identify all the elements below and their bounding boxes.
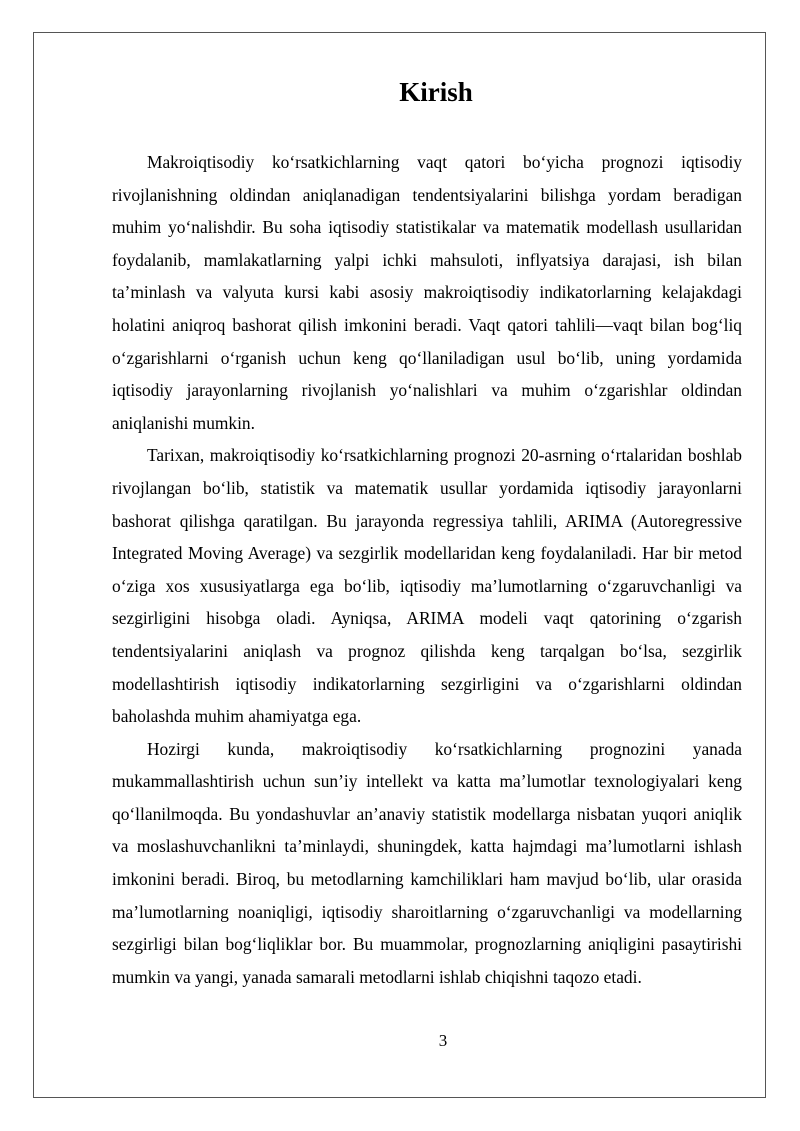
section-title: Kirish [399, 77, 473, 107]
paragraph-3: Hozirgi kunda, makroiqtisodiy ko‘rsatkichlarning prognozini yanada mukammallashtirish uchun sun’iy intellekt va katta ma’lumotlar texnologiyalari keng qo‘llanilmoqda. Bu yondashuvlar an’anaviy statistik modellarga nisbatan yuqori aniqlik va moslashuvchanlikni ta’minlaydi, shuningdek, katta hajmdagi ma’lumotlarni ishlash imkonini beradi. Biroq, bu metodlarning kamchiliklari ham mavjud bo‘lib, ular orasida ma’lumotlarning noaniqligi, iqtisodiy sharoitlarning o‘zgaruvchanligi va modellarning sezgirligi bilan bog‘liqliklar bor. Bu muammolar, prognozlarning aniqligini pasaytirishi mumkin va yangi, yanada samarali metodlarni ishlab chiqishni taqozo etadi. [112, 738, 742, 987]
paragraph-2: Tarixan, makroiqtisodiy ko‘rsatkichlarning prognozi 20-asrning o‘rtalaridan boshlab rivojlangan bo‘lib, statistik va matematik usullar yordamida iqtisodiy jarayonlarni bashorat qilishga qaratilgan. Bu jarayonda regressiya tahlili, ARIMA (Autoregressive Integrated Moving Average) va sezgirlik modellaridan keng foydalaniladi. Har bir metod o‘ziga xos xususiyatlarga ega bo‘lib, iqtisodiy ma’lumotlarning o‘zgaruvchanligi va sezgirligini hisobga oladi. Ayniqsa, ARIMA modeli vaqt qatorining o‘zgarish tendentsiyalarini aniqlash va prognoz qilishda keng tarqalgan bo‘lsa, sezgirlik modellashtirish iqtisodiy indikatorlarning sezgirligini va o‘zgarishlarni oldindan baholashda muhim ahamiyatga ega. [112, 445, 742, 727]
page-number: 3 [438, 1031, 448, 1050]
page-content [112, 75, 742, 993]
paragraph-1: Makroiqtisodiy ko‘rsatkichlarning vaqt qatori bo‘yicha prognozi iqtisodiy rivojlanishning oldindan aniqlanadigan tendentsiyalarini bilishga yordam beradigan muhim yo‘nalishdir. Bu soha iqtisodiy statistikalar va matematik modellash usullaridan foydalanib, mamlakatlarning yalpi ichki mahsuloti, inflyatsiya darajasi, ish bilan ta’minlash va valyuta kursi kabi asosiy makroiqtisodiy indikatorlarning kelajakdagi holatini aniqroq bashorat qilish imkonini beradi. Vaqt qatori tahlili—vaqt bilan bog‘liq o‘zgarishlarni o‘rganish uchun keng qo‘llaniladigan usul bo‘lib, uning yordamida iqtisodiy jarayonlarning rivojlanish yo‘nalishlari va muhim o‘zgarishlar oldindan aniqlanishi mumkin. [112, 152, 742, 433]
